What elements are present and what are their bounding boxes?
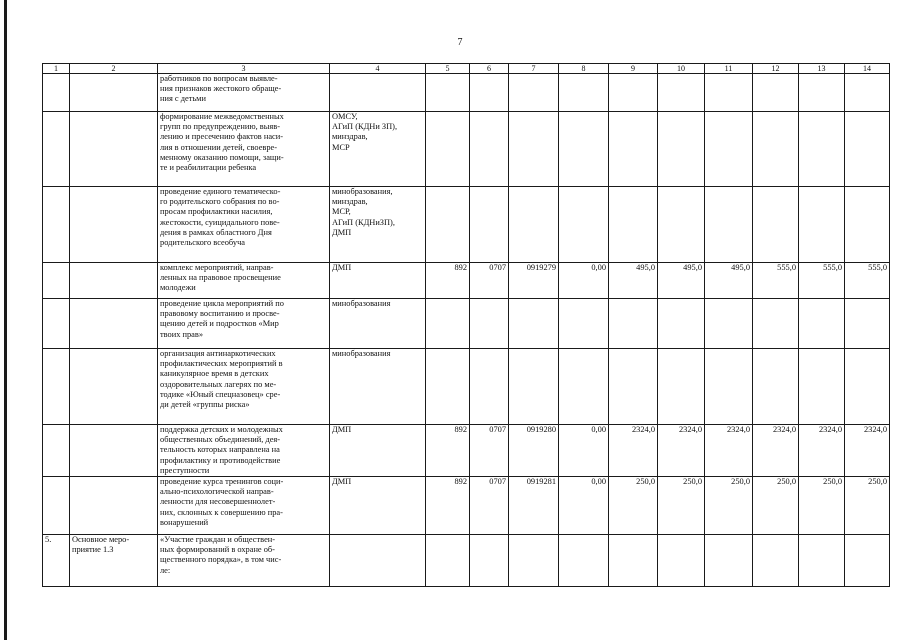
value-cell: [753, 349, 799, 425]
value-cell: [559, 299, 609, 349]
responsible-cell: [330, 349, 426, 425]
table-row: [43, 74, 890, 112]
cell-text-line: ния признаков жестокого обраще-: [160, 84, 282, 94]
value-cell: [426, 112, 470, 187]
cell-text-line: проведение цикла мероприятий по: [160, 299, 284, 308]
row-number-cell: [43, 349, 70, 425]
cell-text-line: групп по предупреждению, выяв-: [160, 122, 280, 132]
value-cell: [658, 299, 705, 349]
value-cell: [658, 535, 705, 587]
activity-description-cell: [158, 425, 330, 477]
cell-text-line: менному оказанию помощи, защи-: [160, 152, 284, 162]
table-row: [43, 349, 890, 425]
cell-text-line: ДМП: [332, 477, 352, 487]
activity-type-cell: [70, 425, 158, 477]
value-cell: 892: [426, 263, 470, 299]
cell-text-line: Основное меро-: [72, 535, 130, 545]
column-number: 2: [70, 64, 158, 74]
cell-text-line: щественного порядка», в том чис-: [160, 555, 282, 565]
cell-text-line: минобразования,: [332, 187, 393, 196]
row-number-cell: [43, 299, 70, 349]
value-cell: [509, 187, 559, 263]
column-number: 12: [753, 64, 799, 74]
cell-text-line: минздрав,: [332, 197, 368, 207]
cell-text-line: вонарушений: [160, 517, 209, 527]
table-row: [43, 263, 890, 299]
table-row: [43, 112, 890, 187]
cell-text-line: ленных на правовое просвещение: [160, 273, 281, 283]
value-cell: 555,0: [845, 263, 890, 299]
value-cell: [509, 299, 559, 349]
value-cell: [753, 187, 799, 263]
column-number: 8: [559, 64, 609, 74]
value-cell: [658, 349, 705, 425]
cell-text-line: минобразования: [332, 349, 391, 358]
budget-table: [42, 63, 890, 587]
value-cell: [470, 299, 509, 349]
cell-text-line: проведение единого тематическо-: [160, 187, 281, 196]
value-cell: [799, 299, 845, 349]
activity-type-cell: [70, 74, 158, 112]
column-number: 4: [330, 64, 426, 74]
cell-text-line: ния с детьми: [160, 94, 206, 104]
value-cell: [470, 187, 509, 263]
value-cell: [705, 299, 753, 349]
activity-type-cell: [70, 349, 158, 425]
activity-type-cell: [70, 299, 158, 349]
cell-text-line: ди детей «группы риска»: [160, 400, 250, 410]
value-cell: [426, 299, 470, 349]
value-cell: [799, 535, 845, 587]
row-number-cell: 5.: [43, 535, 70, 587]
value-cell: 2324,0: [753, 425, 799, 477]
value-cell: 0707: [470, 263, 509, 299]
row-number-cell: [43, 263, 70, 299]
value-cell: 0919279: [509, 263, 559, 299]
value-cell: [609, 535, 658, 587]
activity-type-cell: [70, 535, 158, 587]
value-cell: [426, 187, 470, 263]
value-cell: [426, 535, 470, 587]
cell-text-line: организация антинаркотических: [160, 349, 276, 358]
cell-text-line: приятие 1.3: [72, 545, 114, 555]
cell-text-line: МСР,: [332, 207, 351, 217]
column-number: 13: [799, 64, 845, 74]
cell-text-line: те и реабилитации ребенка: [160, 163, 257, 173]
row-number-cell: [43, 187, 70, 263]
row-number-cell: [43, 477, 70, 535]
cell-text-line: минздрав,: [332, 132, 368, 142]
value-cell: [753, 112, 799, 187]
value-cell: 0707: [470, 477, 509, 535]
responsible-cell: [330, 535, 426, 587]
column-number: 3: [158, 64, 330, 74]
value-cell: [426, 349, 470, 425]
value-cell: [753, 299, 799, 349]
page-number: 7: [457, 37, 463, 48]
responsible-cell: [330, 112, 426, 187]
value-cell: [559, 535, 609, 587]
value-cell: [559, 349, 609, 425]
value-cell: [609, 299, 658, 349]
activity-description-cell: [158, 535, 330, 587]
cell-text-line: молодежи: [160, 283, 196, 293]
cell-text-line: профилактику и противодействие: [160, 455, 281, 465]
cell-text-line: комплекс мероприятий, направ-: [160, 263, 274, 272]
cell-text-line: минобразования: [332, 299, 391, 308]
row-number-cell: [43, 74, 70, 112]
value-cell: 0707: [470, 425, 509, 477]
cell-text-line: просам профилактики насилия,: [160, 207, 273, 217]
responsible-cell: [330, 299, 426, 349]
value-cell: [559, 112, 609, 187]
cell-text-line: ле:: [160, 565, 171, 575]
value-cell: 0919281: [509, 477, 559, 535]
value-cell: 250,0: [753, 477, 799, 535]
cell-text-line: оздоровительных лагерях по ме-: [160, 379, 277, 389]
value-cell: [705, 74, 753, 112]
cell-text-line: ДМП: [332, 263, 352, 272]
value-cell: 250,0: [609, 477, 658, 535]
column-number: 5: [426, 64, 470, 74]
value-cell: 555,0: [799, 263, 845, 299]
value-cell: 2324,0: [845, 425, 890, 477]
cell-text-line: преступности: [160, 465, 210, 475]
value-cell: [658, 187, 705, 263]
value-cell: [845, 535, 890, 587]
value-cell: [705, 187, 753, 263]
value-cell: 0,00: [559, 263, 609, 299]
value-cell: 250,0: [705, 477, 753, 535]
cell-text-line: ДМП: [332, 425, 352, 434]
cell-text-line: родительского всеобуча: [160, 238, 245, 248]
column-number: 9: [609, 64, 658, 74]
cell-text-line: работников по вопросам выявле-: [160, 74, 278, 83]
value-cell: [470, 112, 509, 187]
value-cell: [509, 349, 559, 425]
value-cell: [559, 74, 609, 112]
value-cell: [705, 112, 753, 187]
value-cell: [799, 187, 845, 263]
activity-description-cell: [158, 349, 330, 425]
cell-text-line: АГиП (КДНи ЗП),: [332, 122, 398, 132]
column-number-row: [43, 64, 890, 74]
value-cell: [509, 535, 559, 587]
value-cell: [559, 187, 609, 263]
table-row: [43, 187, 890, 263]
value-cell: 892: [426, 425, 470, 477]
responsible-cell: [330, 74, 426, 112]
cell-text-line: лению и пресечению фактов наси-: [160, 132, 284, 142]
value-cell: [845, 112, 890, 187]
cell-text-line: щению детей и подростков «Мир: [160, 319, 279, 329]
cell-text-line: го родительского собрания по во-: [160, 197, 280, 207]
value-cell: [609, 74, 658, 112]
value-cell: 2324,0: [609, 425, 658, 477]
value-cell: 250,0: [799, 477, 845, 535]
activity-description-cell: [158, 74, 330, 112]
cell-text-line: жестокости, суицидального пове-: [160, 217, 280, 227]
value-cell: [845, 349, 890, 425]
activity-description-cell: [158, 187, 330, 263]
activity-description-cell: [158, 299, 330, 349]
row-number-cell: [43, 112, 70, 187]
column-number: 7: [509, 64, 559, 74]
value-cell: [609, 349, 658, 425]
cell-text-line: ленности для несовершеннолет-: [160, 497, 276, 507]
cell-text-line: ных формирований в охране об-: [160, 545, 275, 555]
value-cell: [799, 74, 845, 112]
cell-text-line: ОМСУ,: [332, 112, 358, 121]
value-cell: [470, 535, 509, 587]
cell-text-line: дения в рамках областного Дня: [160, 227, 272, 237]
responsible-cell: [330, 477, 426, 535]
responsible-cell: [330, 425, 426, 477]
value-cell: [705, 535, 753, 587]
left-margin-rule: [4, 0, 7, 640]
cell-text-line: тодике «Юный спецназовец» сре-: [160, 389, 281, 399]
row-number-cell: [43, 425, 70, 477]
value-cell: [753, 74, 799, 112]
value-cell: 2324,0: [705, 425, 753, 477]
value-cell: [845, 74, 890, 112]
cell-text-line: тельность которых направлена на: [160, 445, 280, 455]
table-body: [43, 64, 890, 587]
value-cell: [799, 112, 845, 187]
value-cell: [470, 349, 509, 425]
cell-text-line: лия в отношении детей, своевре-: [160, 142, 278, 152]
value-cell: [509, 74, 559, 112]
value-cell: 2324,0: [658, 425, 705, 477]
activity-description-cell: [158, 263, 330, 299]
activity-type-cell: [70, 263, 158, 299]
value-cell: [609, 187, 658, 263]
cell-text-line: них, склонных к совершению пра-: [160, 507, 283, 517]
cell-text-line: ально-психологической направ-: [160, 487, 274, 497]
value-cell: 0,00: [559, 425, 609, 477]
value-cell: 495,0: [658, 263, 705, 299]
activity-type-cell: [70, 112, 158, 187]
value-cell: [753, 535, 799, 587]
value-cell: [509, 112, 559, 187]
cell-text-line: формирование межведомственных: [160, 112, 284, 121]
table-row: [43, 535, 890, 587]
activity-description-cell: [158, 112, 330, 187]
activity-type-cell: [70, 187, 158, 263]
cell-text-line: МСР: [332, 142, 350, 152]
cell-text-line: проведение курса тренингов соци-: [160, 477, 284, 487]
cell-text-line: твоих прав»: [160, 329, 204, 339]
value-cell: 495,0: [609, 263, 658, 299]
cell-text-line: поддержка детских и молодежных: [160, 425, 283, 434]
value-cell: [845, 299, 890, 349]
value-cell: 0,00: [559, 477, 609, 535]
responsible-cell: [330, 263, 426, 299]
cell-text-line: профилактических мероприятий в: [160, 359, 283, 369]
column-number: 10: [658, 64, 705, 74]
value-cell: 2324,0: [799, 425, 845, 477]
cell-text-line: «Участие граждан и обществен-: [160, 535, 276, 545]
cell-text-line: каникулярное время в детских: [160, 369, 269, 379]
activity-type-cell: [70, 477, 158, 535]
value-cell: 250,0: [845, 477, 890, 535]
column-number: 14: [845, 64, 890, 74]
activity-description-cell: [158, 477, 330, 535]
value-cell: [799, 349, 845, 425]
responsible-cell: [330, 187, 426, 263]
value-cell: [470, 74, 509, 112]
value-cell: 250,0: [658, 477, 705, 535]
value-cell: 555,0: [753, 263, 799, 299]
table-row: [43, 299, 890, 349]
cell-text-line: общественных объединений, дея-: [160, 435, 281, 445]
value-cell: 0919280: [509, 425, 559, 477]
value-cell: 495,0: [705, 263, 753, 299]
value-cell: [658, 112, 705, 187]
table-row: [43, 425, 890, 477]
value-cell: [845, 187, 890, 263]
value-cell: [609, 112, 658, 187]
column-number: 6: [470, 64, 509, 74]
table-row: [43, 477, 890, 535]
cell-text-line: правовому воспитанию и просве-: [160, 309, 280, 319]
column-number: 11: [705, 64, 753, 74]
column-number: 1: [43, 64, 70, 74]
value-cell: [426, 74, 470, 112]
cell-text-line: АГиП (КДНиЗП),: [332, 217, 395, 227]
value-cell: [658, 74, 705, 112]
value-cell: 892: [426, 477, 470, 535]
value-cell: [705, 349, 753, 425]
cell-text-line: ДМП: [332, 227, 352, 237]
